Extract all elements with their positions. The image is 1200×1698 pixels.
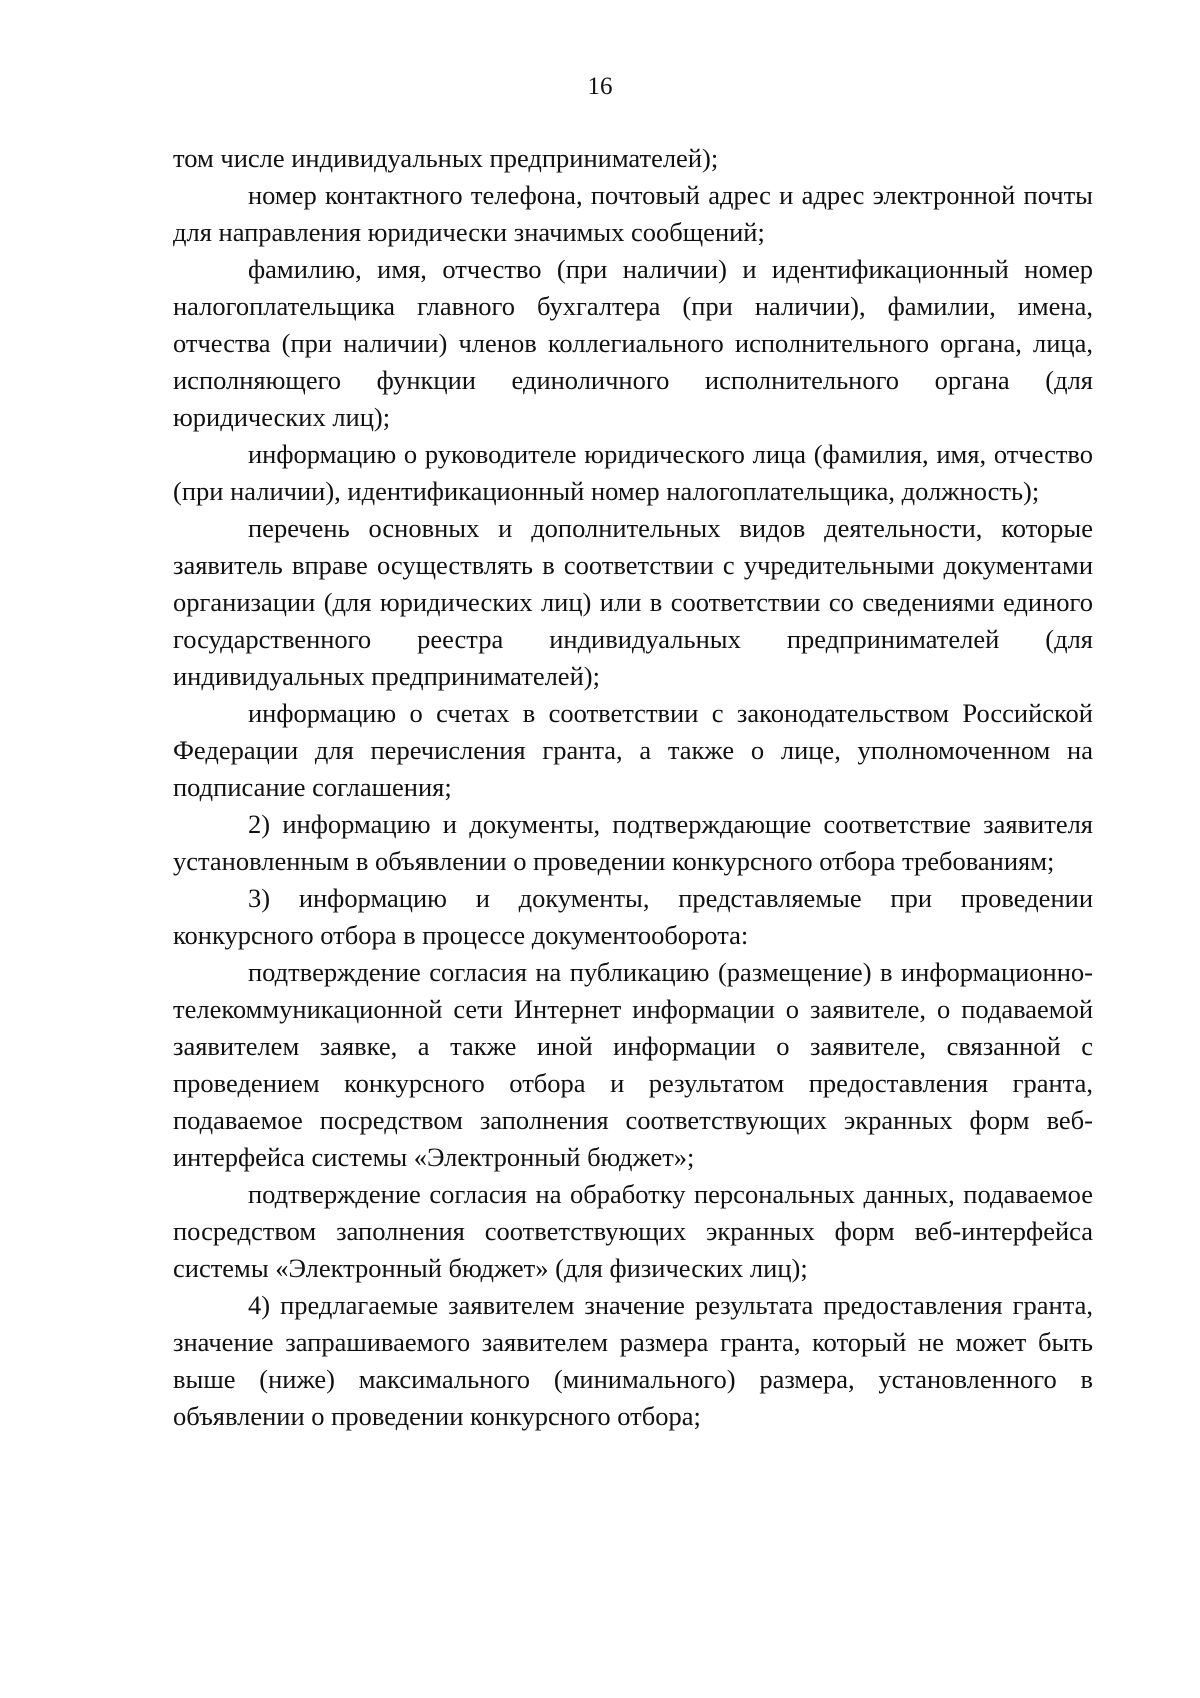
paragraph-accountant-info: фамилию, имя, отчество (при наличии) и идентификационный номер налогоплательщика главного бухгалтера (при наличии), фамилии, имена, отчества (при наличии) членов коллегиального исполнительного органа, лица, исполняющего функции единоличного исполнительного органа (для юридических лиц); (173, 254, 1093, 432)
paragraph-contact-info: номер контактного телефона, почтовый адрес и адрес электронной почты для направления юридически значимых сообщений; (173, 180, 1093, 247)
paragraph-personal-data-consent: подтверждение согласия на обработку персональных данных, подаваемое посредством заполнения соответствующих экранных форм веб-интерфейса системы «Электронный бюджет» (для физических лиц); (173, 1179, 1093, 1283)
paragraph-item-2: 2) информацию и документы, подтверждающие соответствие заявителя установленным в объявлении о проведении конкурсного отбора требованиям; (173, 809, 1093, 876)
document-body (173, 140, 1093, 1435)
page-number: 16 (587, 73, 613, 100)
paragraph-accounts: информацию о счетах в соответствии с законодательством Российской Федерации для перечисления гранта, а также о лице, уполномоченном на подписание соглашения; (173, 698, 1093, 802)
paragraph-director-info: информацию о руководителе юридического лица (фамилия, имя, отчество (при наличии), идентификационный номер налогоплательщика, должность); (173, 439, 1093, 506)
paragraph-publication-consent: подтверждение согласия на публикацию (размещение) в информационно-телекоммуникационной сети Интернет информации о заявителе, о подаваемой заявителем заявке, а также иной информации о заявителе, связанной с проведением конкурсного отбора и результатом предоставления гранта, подаваемое посредством заполнения соответствующих экранных форм веб-интерфейса системы «Электронный бюджет»; (173, 957, 1093, 1172)
paragraph-item-4: 4) предлагаемые заявителем значение результата предоставления гранта, значение запрашиваемого заявителем размера гранта, который не может быть выше (ниже) максимального (минимального) размера, установленного в объявлении о проведении конкурсного отбора; (173, 1290, 1093, 1431)
paragraph-item-3: 3) информацию и документы, представляемые при проведении конкурсного отбора в процессе документооборота: (173, 883, 1093, 950)
paragraph-continuation: том числе индивидуальных предпринимателей); (173, 143, 719, 173)
paragraph-activities: перечень основных и дополнительных видов деятельности, которые заявитель вправе осуществлять в соответствии с учредительными документами организации (для юридических лиц) или в соответствии со сведениями единого государственного реестра индивидуальных предпринимателей (для индивидуальных предпринимателей); (173, 513, 1093, 691)
